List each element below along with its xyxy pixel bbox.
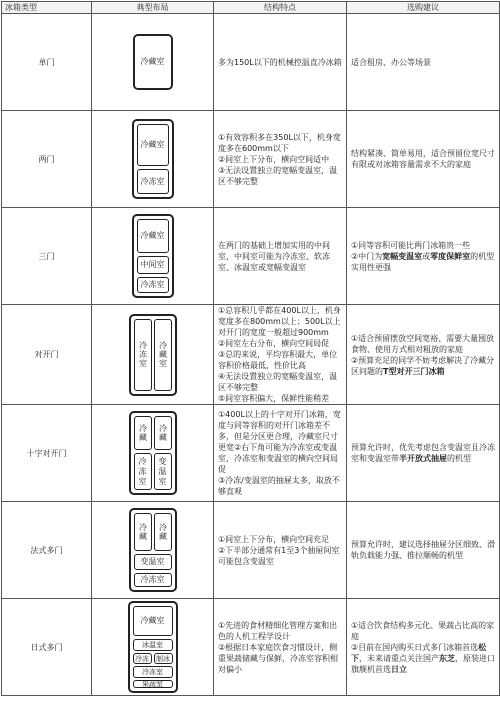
feature-text: 多为150L以下的机械控温直冷冰箱 — [214, 14, 347, 111]
advice-highlight: 半开放式抽屉 — [399, 454, 447, 463]
fridge-comparison-table — [1, 1, 500, 696]
compartment-label: 中间室 — [137, 256, 169, 274]
feature-lines: ①间室上下分布，横向空间充足 ②下半部分通常有1至3个抽屉间室可能包含变温室 — [218, 534, 340, 566]
advice-highlight: 宽幅变温室 — [382, 251, 423, 261]
compartment-label: 冷冻室 — [134, 319, 152, 391]
compartment-label — [134, 453, 152, 490]
fridge-type: 两门 — [2, 111, 92, 208]
layout-drawing — [92, 305, 214, 405]
compartment-label: 制冰 — [154, 653, 173, 664]
compartment-text: 变温室 — [158, 456, 167, 486]
advice-fragment: 的机型 — [447, 454, 471, 463]
layout-drawing — [92, 111, 214, 208]
fridge-type: 对开门 — [2, 305, 92, 405]
fridge-french-door-drawing — [129, 508, 177, 592]
advice-text — [347, 305, 500, 405]
fridge-cross-door-drawing — [129, 411, 177, 495]
feature-text — [214, 111, 347, 208]
advice-text: 结构紧凑、简单易用，适合预留位宽尺寸有限或对冰箱容量需求不大的家庭 — [347, 111, 500, 208]
compartment-label: 冷藏室 — [137, 219, 169, 253]
compartment-label: 果蔬室 — [133, 680, 173, 688]
feature-text — [214, 502, 347, 599]
header-advice: 选购建议 — [347, 2, 500, 14]
fridge-type: 单门 — [2, 14, 92, 111]
feature-text — [214, 405, 347, 502]
layout-drawing — [92, 405, 214, 502]
fridge-type: 三门 — [2, 208, 92, 305]
advice-text — [347, 405, 500, 502]
compartment-label: 冷藏室 — [135, 36, 171, 88]
advice-fragment: ，未来请重点关注国产 — [359, 653, 439, 663]
compartment-label: 冷冻室 — [137, 277, 169, 293]
compartment-label — [154, 453, 172, 490]
compartment-label: 冷藏 — [154, 513, 172, 551]
compartment-label: 冷藏室 — [133, 606, 173, 636]
table-header-row — [2, 2, 500, 14]
compartment-label: 冷藏 — [134, 416, 152, 450]
table-row — [2, 599, 500, 696]
advice-highlight: 零度保鲜室 — [430, 251, 471, 261]
table-row — [2, 111, 500, 208]
layout-drawing — [92, 502, 214, 599]
feature-lines: ①400L以上的十字对开门冰箱，宽度与同等容积的对开门冰箱差不多，但是分区更合理，冷藏室尺寸更宽②右下角可能为冷冻室或变温室，冷冻室和变温室的横向空间局促 ③冷冻/变温室的抽屉太多，取放不够直观 — [218, 410, 341, 496]
compartment-text: 冷冻室 — [138, 456, 147, 486]
fridge-type: 十字对开门 — [2, 405, 92, 502]
advice-highlight: 日立 — [391, 664, 407, 674]
compartment-label: 冷藏 — [134, 513, 152, 551]
advice-fragment: 预算允许时，优先考虑包含变温室且冷冻室和变温室带 — [351, 443, 495, 463]
layout-drawing — [92, 208, 214, 305]
compartment-label: 变温室 — [134, 554, 172, 570]
layout-drawing — [92, 14, 214, 111]
compartment-label: 冷藏 — [154, 416, 172, 450]
header-layout: 典型布局 — [92, 2, 214, 14]
header-type: 冰箱类型 — [2, 2, 92, 14]
advice-text — [347, 599, 500, 696]
feature-lines: ①有效容积多在350L以下，机身宽度多在600mm以下 ②间室上下分布，横向空间适中 ③无法设置独立的宽幅变温室，温区不够完整 — [218, 132, 341, 186]
fridge-three-door-drawing — [132, 214, 174, 298]
compartment-label: 冷冻室 — [137, 169, 169, 194]
advice-text: 适合租房、办公等场景 — [347, 14, 500, 111]
advice-fragment: 的机型实用性更强 — [351, 251, 495, 272]
advice-fragment: ①同等容积可能比两门冰箱贵一些 ②中门为 — [351, 240, 471, 261]
feature-lines: ①总容积几乎都在400L以上，机身宽度多在800mm以上；500L以上对开门的宽度一般超过900mm ②间室左右分布，横向空间局促 ③总的来说，平均容积最大，单位容积价格最低，性价比高 ④无法设置独立的宽幅变温室，温区不够完整 ⑤间室容积偏大，保鲜性能稍差 — [218, 306, 341, 403]
compartment-label: 冷冻室 — [134, 573, 172, 587]
fridge-single-door-drawing — [133, 34, 173, 90]
advice-text: 预算允许时，建议选择抽屉分区细致、滑轨负载能力强、推拉顺畅的机型 — [347, 502, 500, 599]
advice-text — [347, 208, 500, 305]
advice-rich-text — [351, 620, 495, 675]
feature-text: 在两门的基础上增加实用的中间室，中间室可能为冷冻室、软冻室、冰温室或宽幅变温室 — [214, 208, 347, 305]
header-features: 结构特点 — [214, 2, 347, 14]
table-row — [2, 208, 500, 305]
table-row — [2, 14, 500, 111]
advice-fragment: ①适合饮食结构多元化、果蔬占比高的家庭 ②目前在国内购买日式多门冰箱首选 — [351, 620, 495, 652]
compartment-label: 冷冻室 — [133, 666, 173, 678]
layout-drawing — [92, 599, 214, 696]
feature-lines: ①先进的食材精细化管理方案和出色的人机工程学设计 ②根据日本家庭饮食习惯设计，侧重果蔬储藏与保鲜，冷冻室容积相对偏小 — [218, 620, 338, 674]
advice-fragment: 或 — [422, 251, 431, 261]
advice-highlight: 东芝 — [439, 653, 455, 663]
fridge-two-door-drawing — [132, 119, 174, 199]
feature-text — [214, 599, 347, 696]
advice-rich-text — [351, 240, 495, 273]
compartment-label: 冷藏室 — [154, 319, 172, 391]
fridge-side-by-side-drawing — [129, 314, 177, 396]
compartment-label: 冷冻 — [133, 653, 152, 664]
advice-fragment: ，原装进口旗舰机首选 — [351, 653, 495, 674]
compartment-label: 冷藏室 — [137, 124, 169, 166]
table-row — [2, 305, 500, 405]
advice-highlight: T型对开三门冰箱 — [383, 366, 445, 376]
compartment-label: 冰温室 — [133, 639, 173, 651]
advice-highlight: 松下 — [351, 642, 487, 663]
fridge-japanese-multi-door-drawing — [128, 601, 178, 693]
table-row — [2, 502, 500, 599]
fridge-type: 法式多门 — [2, 502, 92, 599]
fridge-type: 日式多门 — [2, 599, 92, 696]
advice-rich-text — [351, 442, 495, 464]
advice-rich-text — [351, 333, 495, 377]
table-row — [2, 405, 500, 502]
advice-fragment: ①适合预留摆放空间宽裕、需要大量囤放食物、使用方式相对粗放的家庭 ②预算充足的同学不妨考虑解决了冷藏分区问题的 — [351, 333, 495, 376]
feature-text — [214, 305, 347, 405]
